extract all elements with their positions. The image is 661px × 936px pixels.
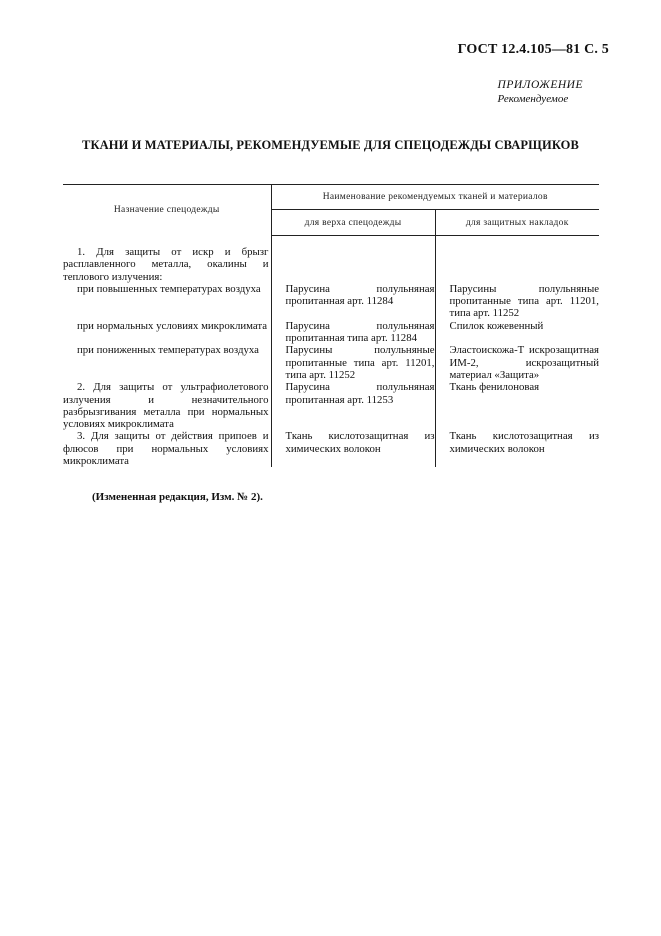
document-title: ТКАНИ И МАТЕРИАЛЫ, РЕКОМЕНДУЕМЫЕ ДЛЯ СПЕЦОДЕЖДЫ СВАРЩИКОВ (82, 138, 579, 152)
row-pad-material: Ткань фенилоновая (449, 381, 540, 394)
header-pad-material: для защитных накладок (435, 210, 599, 236)
row-top-material: Парусина полульняная пропитанная арт. 11284 (271, 283, 435, 320)
materials-table (63, 184, 599, 467)
materials-table-wrapper (63, 184, 599, 467)
header-purpose: Назначение спецодежды (63, 185, 271, 236)
table-row (63, 283, 599, 320)
table-row (63, 246, 599, 283)
row-top-material: Ткань кислотозащитная из химических волокон (271, 430, 435, 467)
page-header: ГОСТ 12.4.105—81 С. 5 (457, 42, 609, 57)
row-pad-material: Эластоискожа-Т искрозащитная ИМ-2, искрозащитный материал «Защита» (449, 344, 599, 381)
table-row (63, 430, 599, 467)
row-pad-material: Парусины полульняные пропитанные типа арт. 11201, типа арт. 11252 (449, 282, 599, 320)
row-purpose: 3. Для защиты от действия припоев и флюсов при нормальных условиях микроклимата (63, 430, 271, 467)
row-pad-material: Спилок кожевенный (449, 319, 544, 332)
row-pad-material: Ткань кислотозащитная из химических волокон (449, 430, 599, 455)
appendix-label: ПРИЛОЖЕНИЕ (497, 79, 583, 91)
row-top-material: Парусина полульняная пропитанная типа арт. 11284 (271, 320, 435, 345)
row-purpose: 2. Для защиты от ультрафиолетового излучения и незначительного разбрызгивания металла при нормальных условиях микроклимата (63, 381, 271, 430)
row-purpose: при повышенных температурах воздуха (63, 283, 271, 320)
table-row (63, 344, 599, 381)
row-top-material: Парусины полульняные пропитанные типа арт. 11201, типа арт. 11252 (271, 344, 435, 381)
row-purpose: при нормальных условиях микроклимата (63, 320, 271, 345)
revision-note: (Измененная редакция, Изм. № 2). (92, 491, 263, 503)
appendix-block (498, 78, 583, 106)
row-purpose: при пониженных температурах воздуха (63, 344, 271, 381)
appendix-status: Рекомендуемое (497, 93, 569, 105)
row-top-material: Парусина полульняная пропитанная арт. 11253 (271, 381, 435, 430)
header-top-material: для верха спецодежды (271, 210, 435, 236)
table-row (63, 320, 599, 345)
table-row (63, 381, 599, 430)
row-pad-material (435, 246, 599, 283)
row-top-material (271, 246, 435, 283)
row-purpose: 1. Для защиты от искр и брызг расплавленного металла, окалины и теплового излучения: (63, 246, 271, 283)
header-materials-group: Наименование рекомендуемых тканей и материалов (271, 185, 599, 210)
